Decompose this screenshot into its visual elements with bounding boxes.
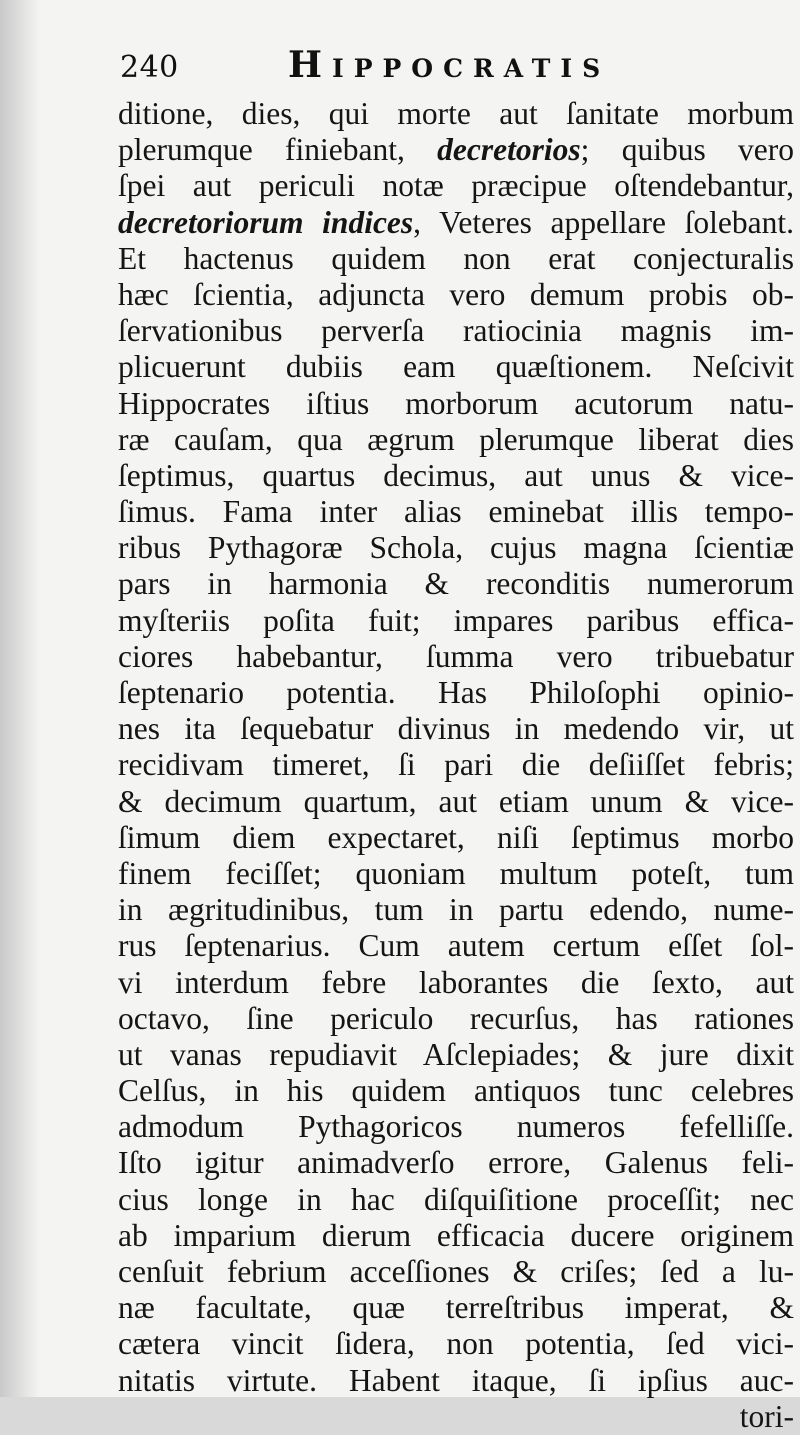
text-line: cius longe in hac diſquiſitione proceſſit; nec bbox=[118, 1181, 794, 1217]
text-line: pars in harmonia & reconditis numerorum bbox=[118, 566, 794, 602]
page-gutter-shadow bbox=[0, 0, 40, 1397]
text-line: ræ cauſam, qua ægrum plerumque liberat dies bbox=[118, 421, 794, 457]
text-line: nes ita ſequebatur divinus in medendo vir, ut bbox=[118, 711, 794, 747]
text-line: recidivam timeret, ſi pari die deſiiſſet febris; bbox=[118, 747, 794, 783]
text-line: ciores habebantur, ſumma vero tribuebatur bbox=[118, 638, 794, 674]
text-line: hæc ſcientia, adjuncta vero demum probis ob- bbox=[118, 276, 794, 312]
text-line: ditione, dies, qui morte aut ſanitate morbum bbox=[118, 96, 794, 131]
text-line: finem feciſſet; quoniam multum poteſt, tum bbox=[118, 855, 794, 891]
text-line: plicuerunt dubiis eam quæſtionem. Neſcivit bbox=[118, 349, 794, 385]
catchword: tori- bbox=[739, 1398, 794, 1434]
text-line: ſeptenario potentia. Has Philoſophi opinio- bbox=[118, 675, 794, 710]
text-line: myſteriis poſita fuit; impares paribus effica- bbox=[118, 602, 794, 638]
text-line: admodum Pythagoricos numeros fefelliſſe. bbox=[118, 1109, 794, 1145]
text-line: ſimum diem expectaret, niſi ſeptimus morbo bbox=[118, 819, 794, 855]
text-line: in ægritudinibus, tum in partu edendo, nume- bbox=[118, 892, 794, 928]
body-text bbox=[118, 96, 794, 1435]
text-line: næ facultate, quæ terreſtribus imperat, & bbox=[118, 1290, 794, 1326]
text-line: cenſuit febrium acceſſiones & criſes; ſed a lu- bbox=[118, 1254, 794, 1289]
italic-term: decretorios bbox=[437, 132, 581, 168]
text-line: octavo, ſine periculo recurſus, has rationes bbox=[118, 1000, 794, 1036]
text-line: Et hactenus quidem non erat conjecturalis bbox=[118, 240, 794, 276]
text-line: plerumque finiebant, decretorios; quibus vero bbox=[118, 132, 794, 168]
text-line: Iſto igitur animadverſo errore, Galenus feli- bbox=[118, 1145, 794, 1181]
text-line: Celſus, in his quidem antiquos tunc celebres bbox=[118, 1073, 794, 1109]
text-line: & decimum quartum, aut etiam unum & vice- bbox=[118, 783, 794, 819]
running-head: Hippocratis bbox=[288, 44, 611, 86]
text-line: ſeptimus, quartus decimus, aut unus & vice- bbox=[118, 457, 794, 493]
text-line: ſimus. Fama inter alias eminebat illis tempo- bbox=[118, 494, 794, 530]
text-line: cætera vincit ſidera, non potentia, ſed vici- bbox=[118, 1326, 794, 1362]
text-line: ſervationibus perverſa ratiocinia magnis im- bbox=[118, 313, 794, 349]
page-header bbox=[120, 44, 740, 90]
text-line: Hippocrates iſtius morborum acutorum natu- bbox=[118, 385, 794, 421]
text-line: nitatis virtute. Habent itaque, ſi ipſius auc- bbox=[118, 1362, 794, 1398]
italic-term: decretoriorum indices bbox=[118, 204, 414, 240]
text-line: rus ſeptenarius. Cum autem certum eſſet ſol- bbox=[118, 928, 794, 964]
text-line: decretoriorum indices, Veteres appellare ſolebant. bbox=[118, 204, 794, 240]
text-line: ribus Pythagoræ Schola, cujus magna ſcientiæ bbox=[118, 530, 794, 566]
page-number: 240 bbox=[120, 50, 179, 85]
text-line: ut vanas repudiavit Aſclepiades; & jure dixit bbox=[118, 1036, 794, 1072]
text-line: ab imparium dierum efficacia ducere originem bbox=[118, 1217, 794, 1253]
text-line: vi interdum febre laborantes die ſexto, aut bbox=[118, 964, 794, 1000]
text-line: ſpei aut periculi notæ præcipue oſtendebantur, bbox=[118, 168, 794, 204]
